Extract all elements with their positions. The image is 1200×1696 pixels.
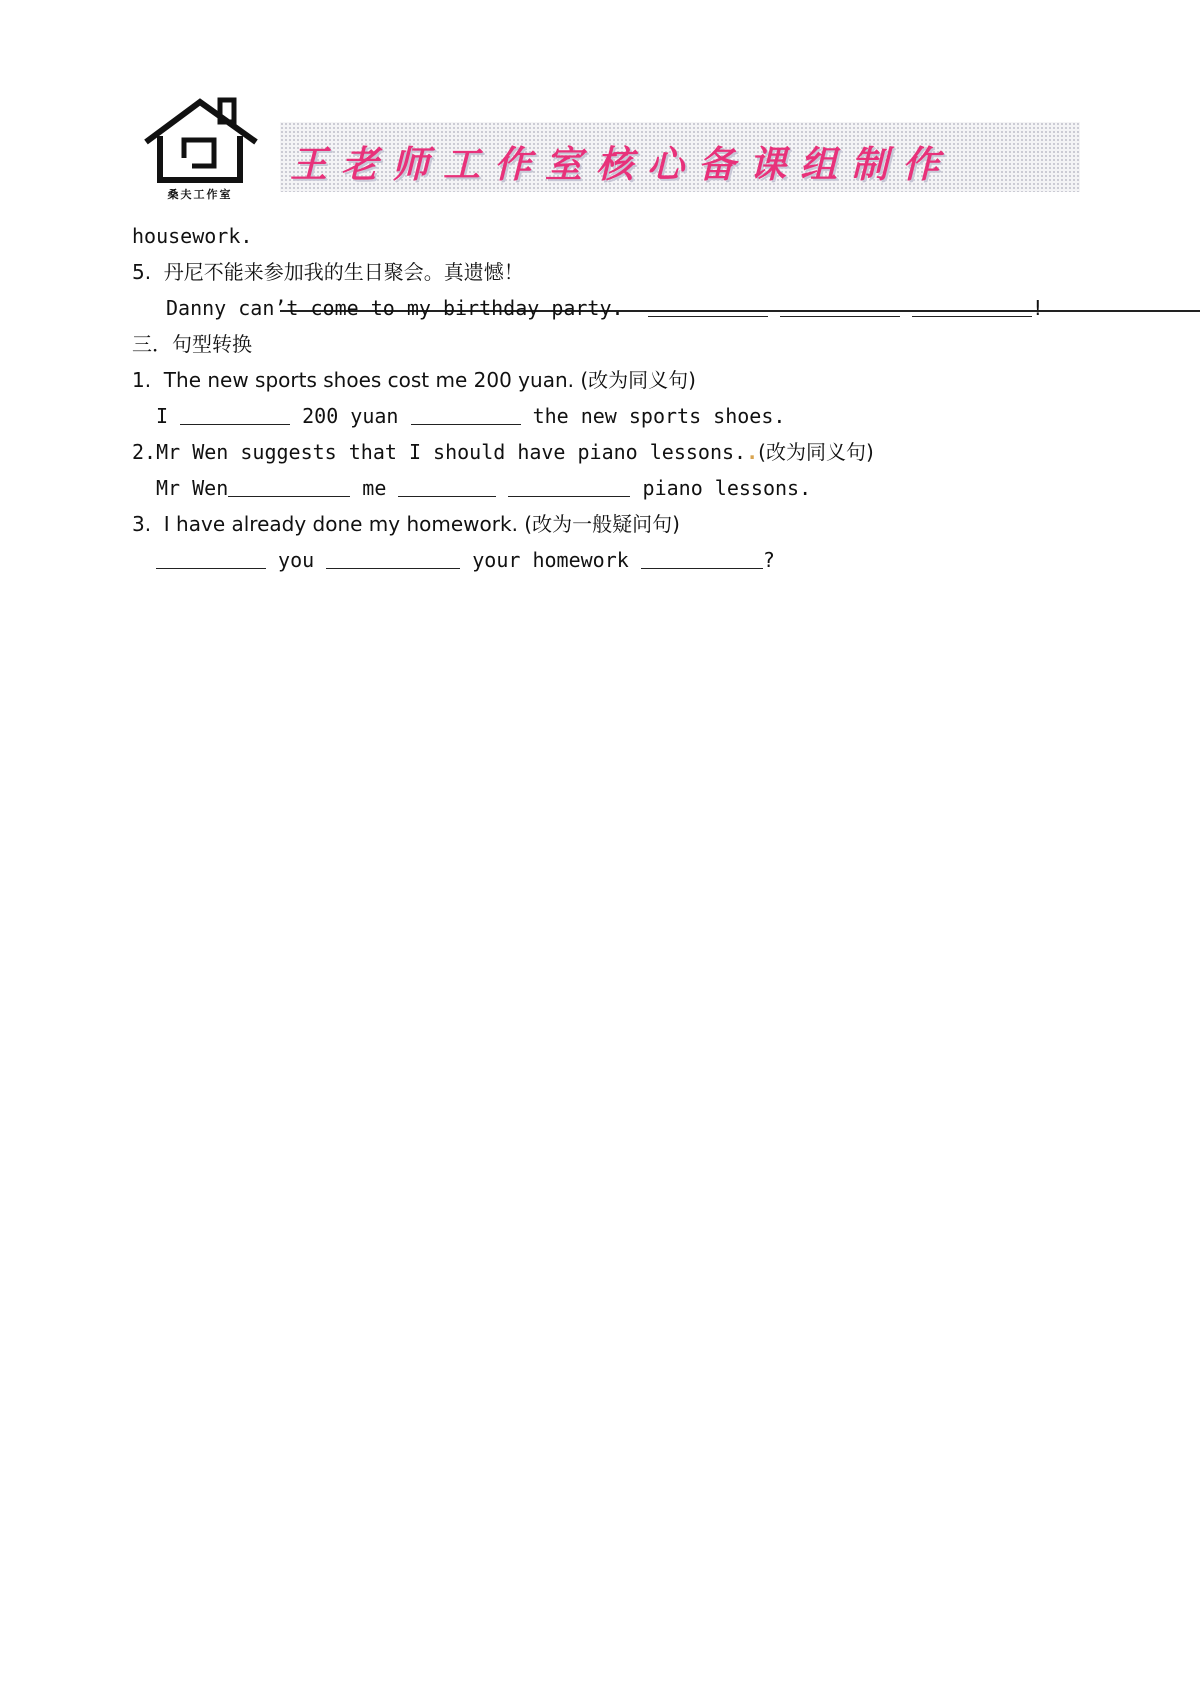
answer-blank[interactable]	[508, 476, 630, 497]
question-3-answer: you your homework ?	[132, 542, 1072, 578]
question-1-answer: I 200 yuan the new sports shoes.	[156, 404, 786, 428]
question-2-answer: Mr Wen me piano lessons.	[156, 476, 812, 500]
question-1: 1. The new sports shoes cost me 200 yuan. (改为同义句)	[132, 368, 696, 392]
answer-blank[interactable]	[912, 296, 1032, 317]
answer-blank[interactable]	[326, 548, 460, 569]
question-2: 2.Mr Wen suggests that I should have piano lessons..(改为同义句)	[132, 440, 874, 464]
answer-blank[interactable]	[398, 476, 496, 497]
logo-caption: 桑夫工作室	[167, 188, 233, 201]
answer-blank[interactable]	[780, 296, 900, 317]
answer-blank[interactable]	[228, 476, 350, 497]
text-line: housework.	[132, 224, 253, 248]
answer-blank[interactable]	[411, 404, 521, 425]
answer-blank[interactable]	[641, 548, 763, 569]
answer-blank[interactable]	[180, 404, 290, 425]
question-5-chinese: 5. 丹尼不能来参加我的生日聚会。真遗憾！	[132, 260, 524, 284]
answer-blank[interactable]	[648, 296, 768, 317]
banner-title: 王老师工作室核心备课组制作	[290, 142, 953, 186]
worksheet-body	[132, 218, 1072, 578]
answer-blank[interactable]	[156, 548, 266, 569]
question-3: 3. I have already done my homework. (改为一般疑问句)	[132, 512, 680, 536]
question-5-english: Danny can’t come to my birthday party. !	[166, 296, 1044, 320]
page-header	[140, 96, 1080, 214]
section-heading: 三．句型转换	[132, 332, 252, 356]
